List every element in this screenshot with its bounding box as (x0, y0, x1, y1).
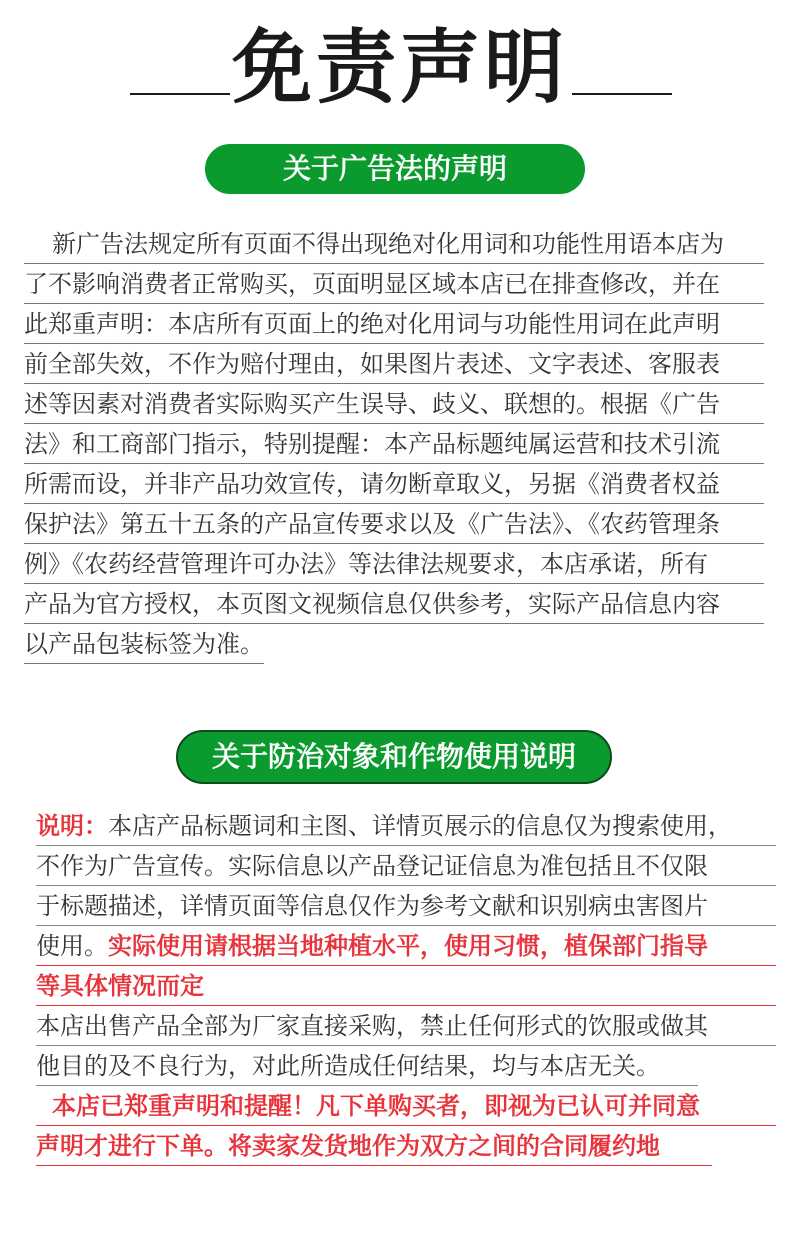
usage-line: 不作为广告宣传。实际信息以产品登记证信息为准包括且不仅限 (36, 846, 776, 886)
statement-line: 产品为官方授权，本页图文视频信息仅供参考，实际产品信息内容 (24, 584, 764, 624)
usage-warning-text: 等具体情况而定 (36, 972, 204, 1000)
usage-line (36, 926, 776, 966)
section-heading-usage: 关于防治对象和作物使用说明 (176, 730, 612, 784)
usage-warning-text: 实际使用请根据当地种植水平，使用习惯，植保部门指导 (108, 932, 708, 960)
final-warning-text: 本店已郑重声明和提醒！凡下单购买者，即视为已认可并同意 (52, 1092, 700, 1120)
usage-line: 他目的及不良行为，对此所造成任何结果，均与本店无关。 (36, 1046, 698, 1086)
usage-line (36, 1086, 776, 1126)
statement-line: 所需而设，并非产品功效宣传，请勿断章取义，另据《消费者权益 (24, 464, 764, 504)
statement-line: 法》和工商部门指示，特别提醒：本产品标题纯属运营和技术引流 (24, 424, 764, 464)
usage-line: 于标题描述，详情页面等信息仅作为参考文献和识别病虫害图片 (36, 886, 776, 926)
statement-line: 新广告法规定所有页面不得出现绝对化用词和功能性用语本店为 (24, 224, 764, 264)
ad-law-statement (24, 224, 764, 664)
section-heading-ad-law: 关于广告法的声明 (205, 144, 585, 194)
usage-text: 使用。 (36, 932, 108, 960)
usage-line (36, 806, 776, 846)
title-row (0, 18, 800, 118)
usage-statement (36, 806, 776, 1166)
usage-text: 本店产品标题词和主图、详情页展示的信息仅为搜索使用， (108, 812, 732, 840)
page-title: 免责声明 (232, 21, 568, 114)
final-warning-text: 声明才进行下单。将卖家发货地作为双方之间的合同履约地 (36, 1132, 660, 1160)
statement-line: 了不影响消费者正常购买，页面明显区域本店已在排查修改，并在 (24, 264, 764, 304)
statement-line: 述等因素对消费者实际购买产生误导、歧义、联想的。根据《广告 (24, 384, 764, 424)
statement-line: 例》《农药经营管理许可办法》等法律法规要求，本店承诺，所有 (24, 544, 764, 584)
statement-line: 保护法》第五十五条的产品宣传要求以及《广告法》、《农药管理条 (24, 504, 764, 544)
usage-line (36, 1126, 712, 1166)
usage-line: 本店出售产品全部为厂家直接采购，禁止任何形式的饮服或做其 (36, 1006, 776, 1046)
statement-line: 前全部失效，不作为赔付理由，如果图片表述、文字表述、客服表 (24, 344, 764, 384)
title-decor-line-right (572, 93, 672, 95)
statement-line: 以产品包装标签为准。 (24, 624, 264, 664)
statement-line: 此郑重声明：本店所有页面上的绝对化用词与功能性用词在此声明 (24, 304, 764, 344)
note-label: 说明： (36, 812, 108, 840)
usage-line (36, 966, 776, 1006)
